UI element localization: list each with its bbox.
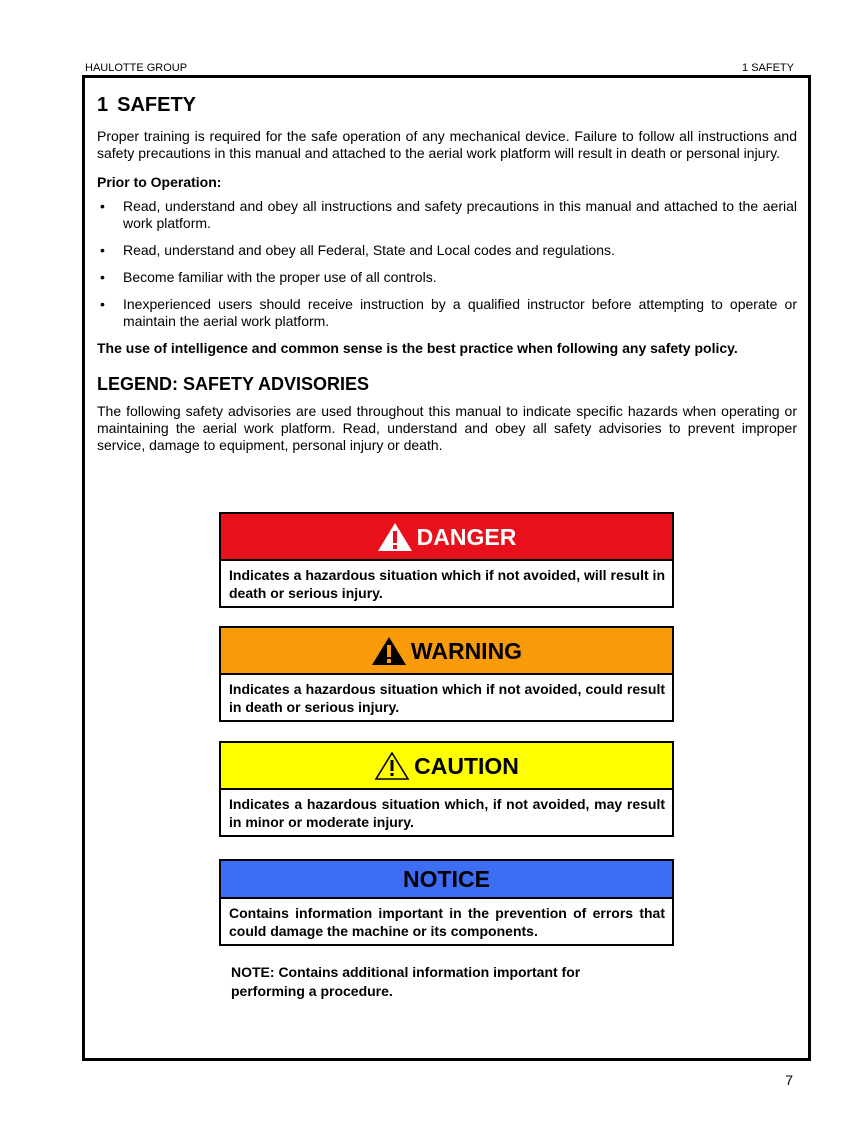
running-header-right: 1 SAFETY [742,62,794,74]
list-item [97,198,797,232]
bullet-icon: • [100,242,105,258]
bullet-icon: • [100,198,105,214]
list-item-text: Read, understand and obey all Federal, State and Local codes and regulations. [123,242,615,258]
legend-title: LEGEND: SAFETY ADVISORIES [97,374,370,394]
main-content [97,78,797,454]
section-title-text: SAFETY [117,94,197,116]
intro-paragraph: Proper training is required for the safe operation of any mechanical device. Failure to follow all instructions and safety precautions in this manual and attached to the aerial work platform will result in death or personal injury. [97,128,797,161]
warning-description: Indicates a hazardous situation which if not avoided, could result in death or serious injury. [229,681,665,715]
notice-advisory [219,859,674,946]
warning-label: WARNING [410,637,523,664]
danger-label: DANGER [416,523,517,550]
list-item-text: Inexperienced users should receive instruction by a qualified instructor before attempting to operate or maintain the aerial work platform. [123,296,797,329]
notice-banner [221,861,672,899]
running-header-left: HAULOTTE GROUP [85,62,188,74]
legend-paragraph: The following safety advisories are used throughout this manual to indicate specific hazards when operating or maintaining the aerial work platform. Read, understand and obey all safety advisories to prevent improper service, damage to equipment, personal injury or death. [97,403,797,453]
note-text: NOTE: Contains additional information important for performing a procedure. [231,964,581,999]
caution-description: Indicates a hazardous situation which, if not avoided, may result in minor or moderate injury. [229,796,665,830]
bullet-icon: • [100,296,105,312]
caution-banner [221,743,672,790]
bullet-icon: • [100,269,105,285]
danger-description: Indicates a hazardous situation which if not avoided, will result in death or serious injury. [229,567,665,601]
prior-operation-list [97,198,797,330]
prior-to-operation-heading: Prior to Operation: [97,174,222,190]
common-sense-statement: The use of intelligence and common sense is the best practice when following any safety policy. [97,340,738,356]
list-item-text: Read, understand and obey all instructions and safety precautions in this manual and attached to the aerial work platform. [123,198,797,231]
warning-banner [221,628,672,675]
warning-triangle-icon [371,636,407,666]
warning-advisory [219,626,674,722]
page-number: 7 [785,1072,793,1088]
warning-triangle-icon [377,522,413,552]
list-item [97,269,797,286]
section-title [97,93,797,117]
danger-banner [221,514,672,561]
warning-triangle-outline-icon [374,751,410,781]
caution-label: CAUTION [414,752,519,779]
notice-description: Contains information important in the prevention of errors that could damage the machine or its components. [229,905,665,939]
list-item [97,242,797,259]
caution-advisory [219,741,674,837]
danger-advisory [219,512,674,608]
list-item [97,296,797,330]
page-frame [82,75,811,1061]
section-number: 1 [97,94,109,116]
list-item-text: Become familiar with the proper use of all controls. [123,269,437,285]
notice-label: NOTICE [403,866,490,892]
